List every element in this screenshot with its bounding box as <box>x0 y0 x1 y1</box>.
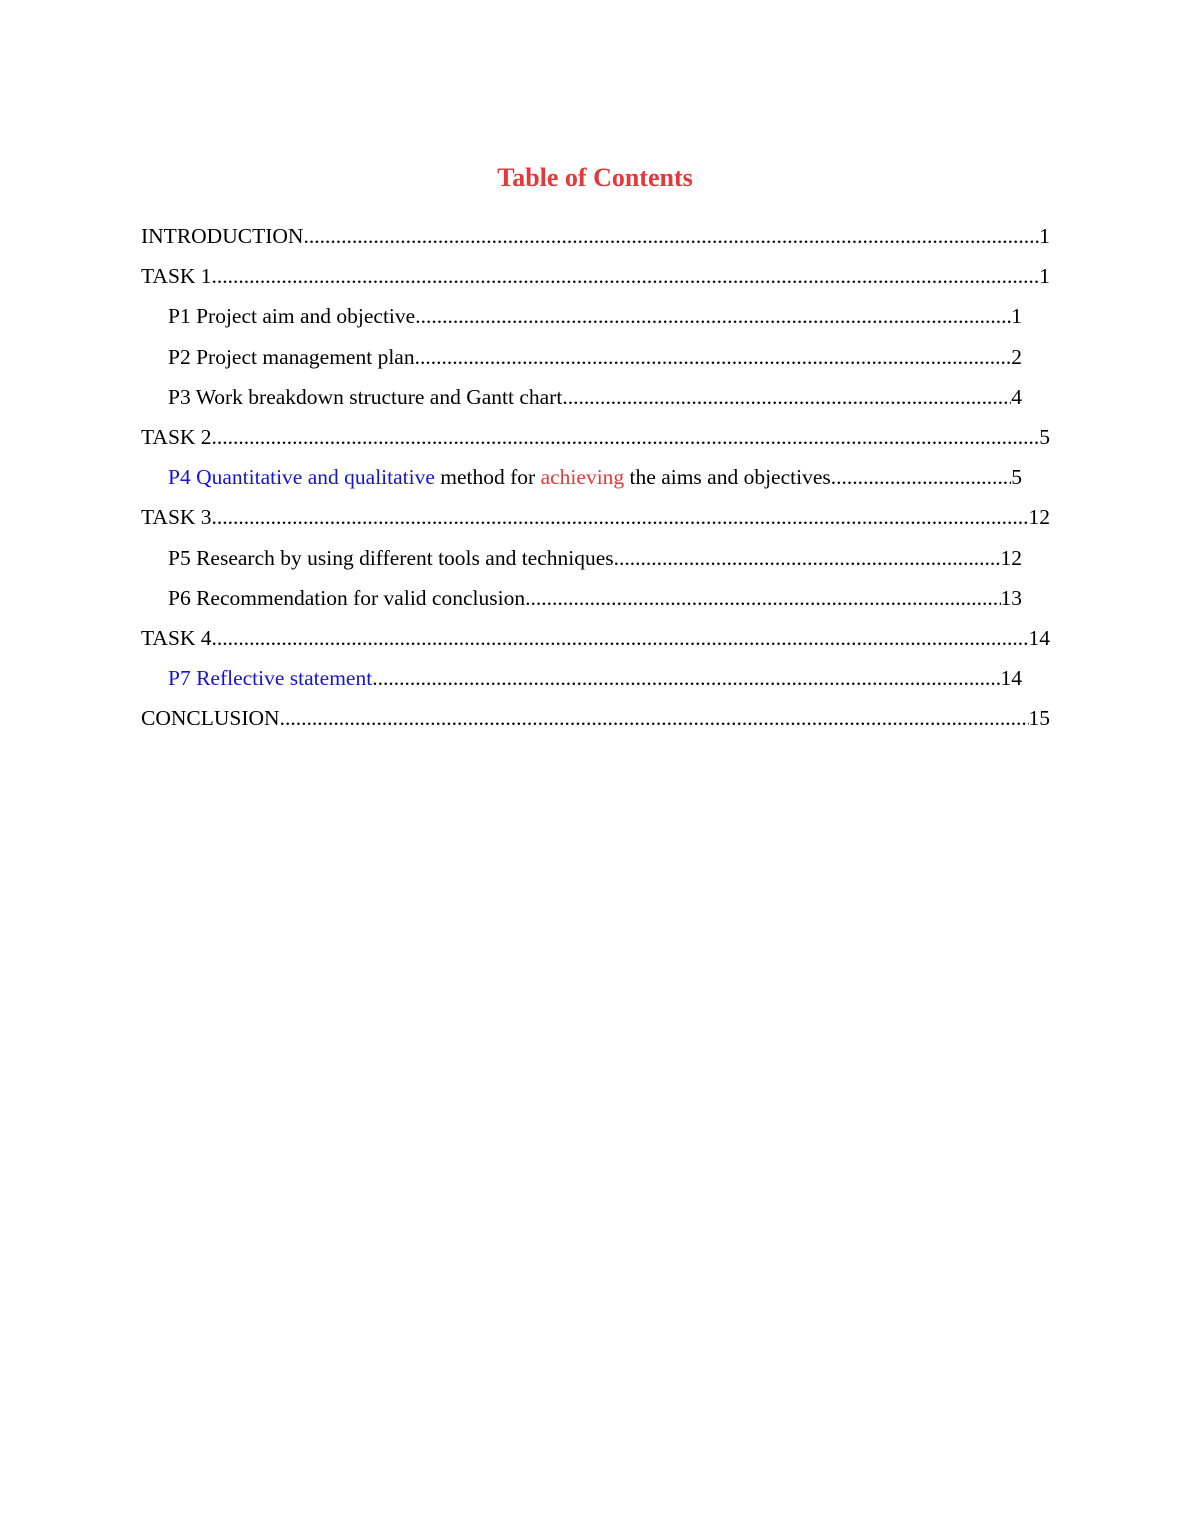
toc-dot-leader <box>614 538 1001 578</box>
toc-entry-text-segment: P6 Recommendation for valid conclusion <box>168 585 526 610</box>
toc-entry-text-segment: achieving <box>540 465 625 490</box>
toc-entry-label <box>168 296 415 336</box>
toc-entry-label <box>141 497 212 537</box>
toc-dot-leader <box>303 216 1039 256</box>
toc-page-number: 14 <box>1029 618 1051 658</box>
toc-entry-text-segment: CONCLUSION <box>141 706 280 731</box>
toc-dot-leader <box>415 337 1012 377</box>
toc-entry-text-segment: TASK 3 <box>141 505 212 530</box>
toc-entry[interactable] <box>141 698 1050 738</box>
toc-entry[interactable] <box>141 216 1050 256</box>
toc-dot-leader <box>212 618 1029 658</box>
toc-entry-label <box>141 698 280 738</box>
toc-dot-leader <box>280 698 1029 738</box>
toc-entry-text-segment: P2 Project management plan <box>168 344 415 369</box>
toc-entry[interactable] <box>141 417 1050 457</box>
toc-entry[interactable] <box>141 256 1050 296</box>
toc-page-number: 15 <box>1029 698 1051 738</box>
toc-entry-label <box>168 538 614 578</box>
toc-dot-leader <box>212 417 1040 457</box>
table-of-contents <box>141 216 1050 738</box>
toc-entry-text-segment: P5 Research by using different tools and techniques <box>168 545 614 570</box>
toc-entry-text-segment: TASK 1 <box>141 264 212 289</box>
toc-page-number: 1 <box>1039 216 1050 256</box>
toc-entry-text-segment: P3 Work breakdown structure and Gantt chart <box>168 384 563 409</box>
toc-entry[interactable] <box>168 538 1022 578</box>
toc-page-number: 2 <box>1011 337 1022 377</box>
toc-dot-leader <box>415 296 1011 336</box>
toc-entry[interactable] <box>141 497 1050 537</box>
toc-title: Table of Contents <box>497 163 693 192</box>
toc-page-number: 1 <box>1011 296 1022 336</box>
toc-page-number: 13 <box>1001 578 1023 618</box>
toc-entry[interactable] <box>168 337 1022 377</box>
toc-entry[interactable] <box>168 457 1022 497</box>
toc-entry-text-segment: method for <box>434 465 541 490</box>
toc-entry-label <box>141 618 212 658</box>
toc-page-number: 1 <box>1039 256 1050 296</box>
toc-entry[interactable] <box>141 618 1050 658</box>
toc-page-number: 12 <box>1001 538 1023 578</box>
toc-entry-label <box>168 337 415 377</box>
toc-entry-label <box>141 216 303 256</box>
toc-entry-label <box>168 658 372 698</box>
toc-entry-text-segment: TASK 4 <box>141 625 212 650</box>
toc-entry-text-segment: P1 Project aim and objective <box>168 304 416 329</box>
toc-entry[interactable] <box>168 377 1022 417</box>
toc-page-number: 12 <box>1029 497 1051 537</box>
toc-page-number: 4 <box>1011 377 1022 417</box>
toc-entry-label <box>141 256 212 296</box>
toc-entry-label <box>168 457 831 497</box>
toc-entry-text-segment: INTRODUCTION <box>141 224 304 248</box>
toc-entry[interactable] <box>168 578 1022 618</box>
toc-dot-leader <box>525 578 1000 618</box>
toc-page-number: 5 <box>1039 417 1050 457</box>
toc-entry[interactable] <box>168 658 1022 698</box>
toc-entry-text-segment: TASK 2 <box>141 424 212 449</box>
toc-entry-label <box>168 578 525 618</box>
toc-entry-label <box>141 417 212 457</box>
toc-dot-leader <box>372 658 1000 698</box>
toc-dot-leader <box>831 457 1011 497</box>
toc-entry[interactable] <box>168 296 1022 336</box>
toc-dot-leader <box>212 497 1029 537</box>
toc-entry-text-segment: P7 Reflective statement <box>168 666 373 691</box>
toc-entry-label <box>168 377 562 417</box>
toc-page-number: 5 <box>1011 457 1022 497</box>
toc-dot-leader <box>212 256 1040 296</box>
toc-page-number: 14 <box>1001 658 1023 698</box>
toc-entry-text-segment: the aims and objectives <box>624 465 831 490</box>
toc-entry-text-segment: P4 Quantitative and qualitative <box>168 465 435 490</box>
toc-dot-leader <box>562 377 1011 417</box>
